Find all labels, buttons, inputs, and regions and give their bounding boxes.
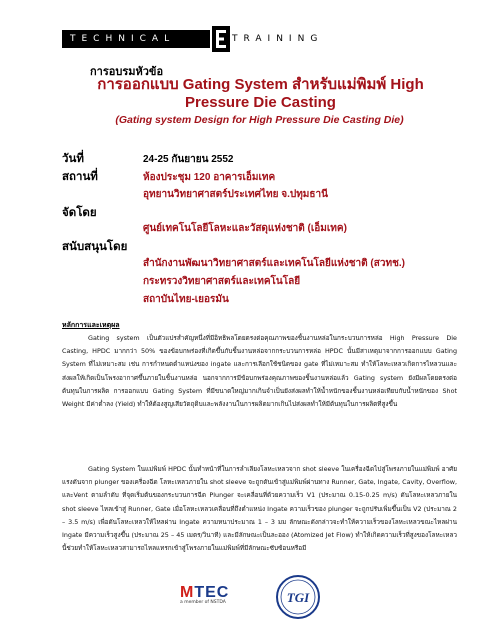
footer-logos (180, 574, 380, 624)
sponsor-label: สนับสนุนโดย (62, 241, 128, 253)
header-training-text: TRAINING (232, 34, 324, 44)
mtec-logo-text: TEC (194, 584, 230, 601)
venue-line-1: ห้องประชุม 120 อาคารเอ็มเทค (143, 172, 276, 183)
tgi-logo-text: TGI (286, 590, 310, 605)
sponsor-item: สถาบันไทย-เยอรมัน (143, 294, 229, 305)
venue-line-2: อุทยานวิทยาศาสตร์ประเทศไทย จ.ปทุมธานี (143, 189, 328, 200)
organizer-label: จัดโดย (62, 207, 97, 219)
sponsor-item: สำนักงานพัฒนาวิทยาศาสตร์และเทคโนโลยีแห่งชาติ (สวทช.) (143, 258, 405, 269)
sponsor-item: กระทรวงวิทยาศาสตร์และเทคโนโลยี (143, 276, 301, 287)
date-label: วันที่ (62, 153, 84, 165)
page-subtitle: (Gating system Design for High Pressure Die Casting Die) (115, 114, 404, 126)
course-label: การอบรมหัวข้อ (90, 65, 164, 78)
tgi-logo-icon (275, 574, 321, 620)
e-logo-icon (212, 26, 230, 52)
section-title: หลักการและเหตุผล (62, 321, 120, 329)
mtec-logo-m: M (180, 584, 195, 601)
organizer-value: ศูนย์เทคโนโลยีโลหะและวัสดุแห่งชาติ (เอ็มเทค) (143, 223, 347, 234)
page-title: การออกแบบ Gating System สำหรับแม่พิมพ์ High Pressure Die Casting (97, 76, 424, 111)
body-paragraph: Gating system เป็นตัวแปรสำคัญหนึ่งที่มีอิทธิพลโดยตรงต่อคุณภาพของชิ้นงานหล่อในกระบวนการหล่อ High Pressure Die Casting, HPDC มากกว่า 50% ของข้อบกพร่องที่เกิดขึ้นกับชิ้นงานหล่อจากกระบวนการหล่อ HPDC นั้นมีสาเหตุมาจากการออกแบบ Gating System ที่ไม่เหมาะสม เช่น การกำหนดตำแหน่งของ ingate และการเลือกใช้ชนิดของ gate ที่ไม่เหมาะสม ทำให้โลหะเหลวเกิดการไหลวนและส่งผลให้เกิดเป็นโพรงอากาศขึ้นภายในชิ้นงานหล่อ นอกจากการมีข้อบกพร่องคุณภาพของชิ้นงานหล่อแล้ว Gating system ยังมีผลโดยตรงต่อต้นทุนในการผลิต การออกแบบ Gating System ที่มีขนาดใหญ่มากเกินจำเป็นยังส่งผลทำให้น้ำหนักของชิ้นงานหล่อเทียบกับน้ำหนักของ Shot Weight มีค่าต่ำลง (Yield) ทำให้ต้องสูญเสียวัตถุดิบและพลังงานในการผลิตมากเกินไปส่งผลทำให้มีต้นทุนในการผลิตที่สูงขึ้น (62, 334, 457, 409)
date-value: 24-25 กันยายน 2552 (143, 154, 234, 165)
mtec-tagline: a member of NSTDA (180, 600, 226, 605)
page-header (62, 30, 457, 48)
header-technical-bar: TECHNICAL (62, 30, 210, 48)
venue-label: สถานที่ (62, 171, 98, 183)
body-paragraph: Gating System ในแม่พิมพ์ HPDC นั้นทำหน้าที่ในการลำเลียงโลหะเหลวจาก shot sleeve ในเครื่องฉีดไปสู่โพรงภายในแม่พิมพ์ อาศัยแรงดันจาก plunger ของเครื่องฉีด โลหะเหลวภายใน shot sleeve จะถูกดันเข้าสู่แม่พิมพ์ผ่านทาง Runner, Gate, Ingate, Cavity, Overflow, และVent ตามลำดับ ที่จุดเริ่มต้นของกระบวนการฉีด Plunger จะเคลื่อนที่ด้วยความเร็ว V1 (ประมาณ 0.15-0.25 m/s) ดันโลหะเหลวภายใน shot sleeve ไหลเข้าสู่ Runner, Gate เมื่อโลหะเหลวเคลื่อนที่ถึงตำแหน่ง Ingate ความเร็วของ plunger จะถูกปรับเพิ่มขึ้นเป็น V2 (ประมาณ 2 – 3.5 m/s) เพื่อดันโลหะเหลวให้ไหลผ่าน Ingate ความหนาประมาณ 1 – 3 มม ลักษณะดังกล่าวจะทำให้ความเร็วของโลหะเหลวขณะไหลผ่าน Ingate มีความเร็วสูงขึ้น (ประมาณ 25 – 45 เมตร/วินาที) และมีลักษณะเป็นละออง (Atomized Jet Flow) ทำให้เกิดความเร็วที่สูงของโลหะเหลวนี้ช่วยทำให้โลหะเหลวสามารถไหลแทรกเข้าสู่โพรงภายในแม่พิมพ์ที่มีลักษณะซับซ้อนหรือมี (62, 465, 457, 553)
mtec-logo (180, 584, 240, 605)
